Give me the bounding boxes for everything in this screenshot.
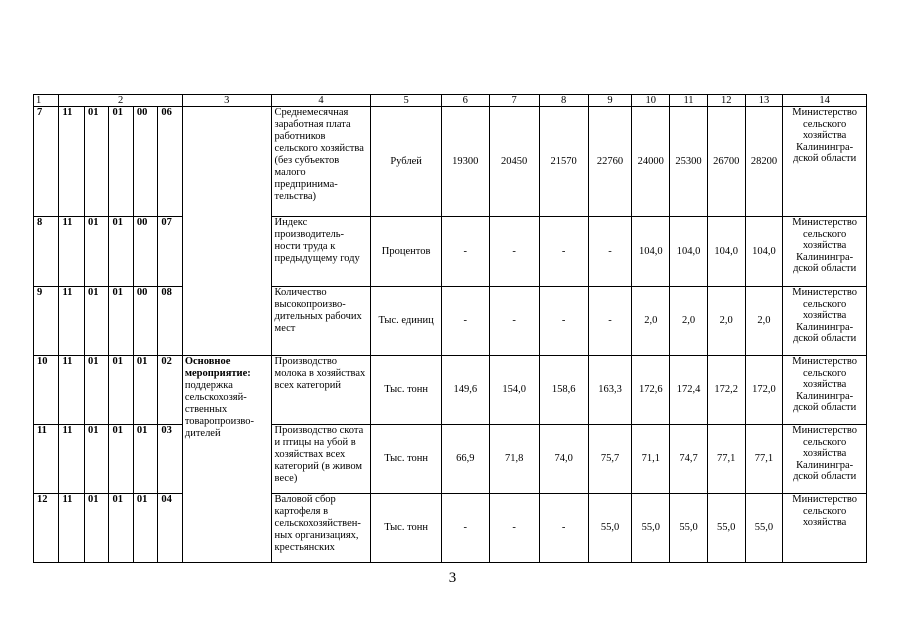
code-cell: 8 xyxy=(34,217,59,287)
value-cell: 75,7 xyxy=(588,425,632,494)
responsible-cell: Министерство сельского хозяйства Калинингра-дской области xyxy=(783,287,867,356)
header-cell: 7 xyxy=(489,95,539,107)
header-cell: 8 xyxy=(539,95,588,107)
code-cell: 11 xyxy=(59,356,84,425)
value-cell: 2,0 xyxy=(745,287,783,356)
code-cell: 01 xyxy=(133,494,157,563)
header-cell: 11 xyxy=(670,95,708,107)
code-cell: 01 xyxy=(84,425,108,494)
empty-event-cell xyxy=(182,107,271,356)
code-cell: 12 xyxy=(34,494,59,563)
code-cell: 06 xyxy=(158,107,182,217)
value-cell: - xyxy=(441,287,489,356)
header-cell: 6 xyxy=(441,95,489,107)
value-cell: 104,0 xyxy=(670,217,708,287)
value-cell: - xyxy=(441,217,489,287)
code-cell: 01 xyxy=(84,287,108,356)
code-cell: 01 xyxy=(109,494,133,563)
value-cell: - xyxy=(539,287,588,356)
code-cell: 07 xyxy=(158,217,182,287)
value-cell: - xyxy=(588,217,632,287)
indicator-name: Производство молока в хозяйствах всех категорий xyxy=(271,356,371,425)
table-row xyxy=(34,217,867,287)
value-cell: 104,0 xyxy=(745,217,783,287)
value-cell: 172,2 xyxy=(707,356,745,425)
header-cell: 10 xyxy=(632,95,670,107)
value-cell: 77,1 xyxy=(745,425,783,494)
code-cell: 11 xyxy=(34,425,59,494)
code-cell: 03 xyxy=(158,425,182,494)
unit-cell: Тыс. тонн xyxy=(371,356,441,425)
value-cell: 74,7 xyxy=(670,425,708,494)
indicator-name: Валовой сбор картофеля в сельскохозяйствен-ных организациях, крестьянских xyxy=(271,494,371,563)
value-cell: - xyxy=(489,287,539,356)
header-row xyxy=(34,95,867,107)
table-row xyxy=(34,287,867,356)
value-cell: 2,0 xyxy=(707,287,745,356)
value-cell: 21570 xyxy=(539,107,588,217)
header-cell: 9 xyxy=(588,95,632,107)
value-cell: 104,0 xyxy=(707,217,745,287)
value-cell: 55,0 xyxy=(707,494,745,563)
code-cell: 01 xyxy=(133,356,157,425)
indicators-table xyxy=(33,94,867,563)
responsible-cell: Министерство сельского хозяйства xyxy=(783,494,867,563)
value-cell: 149,6 xyxy=(441,356,489,425)
code-cell: 01 xyxy=(84,217,108,287)
value-cell: 19300 xyxy=(441,107,489,217)
header-cell: 5 xyxy=(371,95,441,107)
value-cell: 71,8 xyxy=(489,425,539,494)
table-row xyxy=(34,494,867,563)
code-cell: 01 xyxy=(133,425,157,494)
code-cell: 01 xyxy=(84,494,108,563)
value-cell: 154,0 xyxy=(489,356,539,425)
code-cell: 00 xyxy=(133,107,157,217)
code-cell: 11 xyxy=(59,425,84,494)
value-cell: - xyxy=(489,217,539,287)
value-cell: 2,0 xyxy=(670,287,708,356)
value-cell: - xyxy=(539,217,588,287)
value-cell: 55,0 xyxy=(588,494,632,563)
header-cell: 14 xyxy=(783,95,867,107)
event-description: поддержка сельскохозяй-ственных товаропроизво-дителей xyxy=(184,380,255,439)
value-cell: - xyxy=(539,494,588,563)
code-cell: 01 xyxy=(109,356,133,425)
code-cell: 11 xyxy=(59,107,84,217)
value-cell: 55,0 xyxy=(632,494,670,563)
value-cell: 22760 xyxy=(588,107,632,217)
value-cell: 104,0 xyxy=(632,217,670,287)
code-cell: 11 xyxy=(59,494,84,563)
value-cell: - xyxy=(588,287,632,356)
table-row xyxy=(34,425,867,494)
value-cell: 26700 xyxy=(707,107,745,217)
indicator-name: Производство скота и птицы на убой в хозяйствах всех категорий (в живом весе) xyxy=(271,425,371,494)
code-cell: 04 xyxy=(158,494,182,563)
value-cell: 77,1 xyxy=(707,425,745,494)
code-cell: 10 xyxy=(34,356,59,425)
value-cell: 172,0 xyxy=(745,356,783,425)
unit-cell: Тыс. единиц xyxy=(371,287,441,356)
value-cell: 172,6 xyxy=(632,356,670,425)
header-cell: 13 xyxy=(745,95,783,107)
header-cell: 12 xyxy=(707,95,745,107)
value-cell: 55,0 xyxy=(670,494,708,563)
header-cell: 4 xyxy=(271,95,371,107)
code-cell: 01 xyxy=(84,107,108,217)
code-cell: 08 xyxy=(158,287,182,356)
code-cell: 02 xyxy=(158,356,182,425)
code-cell: 11 xyxy=(59,287,84,356)
code-cell: 00 xyxy=(133,217,157,287)
value-cell: 172,4 xyxy=(670,356,708,425)
code-cell: 7 xyxy=(34,107,59,217)
value-cell: 28200 xyxy=(745,107,783,217)
indicator-name: Индекс производитель-ности труда к предыдущему году xyxy=(271,217,371,287)
code-cell: 9 xyxy=(34,287,59,356)
value-cell: 158,6 xyxy=(539,356,588,425)
responsible-cell: Министерство сельского хозяйства Калинингра-дской области xyxy=(783,425,867,494)
indicator-name: Количество высокопроизво-дительных рабочих мест xyxy=(271,287,371,356)
table-row xyxy=(34,356,867,425)
value-cell: - xyxy=(441,494,489,563)
event-cell xyxy=(182,356,271,563)
code-cell: 01 xyxy=(109,217,133,287)
unit-cell: Тыс. тонн xyxy=(371,494,441,563)
code-cell: 00 xyxy=(133,287,157,356)
value-cell: 20450 xyxy=(489,107,539,217)
unit-cell: Рублей xyxy=(371,107,441,217)
responsible-cell: Министерство сельского хозяйства Калинингра-дской области xyxy=(783,356,867,425)
header-cell: 1 xyxy=(34,95,59,107)
code-cell: 11 xyxy=(59,217,84,287)
table-row xyxy=(34,107,867,217)
value-cell: 74,0 xyxy=(539,425,588,494)
value-cell: 66,9 xyxy=(441,425,489,494)
value-cell: 163,3 xyxy=(588,356,632,425)
page-number: 3 xyxy=(448,570,457,586)
unit-cell: Тыс. тонн xyxy=(371,425,441,494)
responsible-cell: Министерство сельского хозяйства Калинингра-дской области xyxy=(783,107,867,217)
header-cell: 3 xyxy=(182,95,271,107)
code-cell: 01 xyxy=(109,107,133,217)
value-cell: - xyxy=(489,494,539,563)
value-cell: 2,0 xyxy=(632,287,670,356)
event-title: Основное мероприятие: xyxy=(184,356,251,379)
unit-cell: Процентов xyxy=(371,217,441,287)
value-cell: 24000 xyxy=(632,107,670,217)
responsible-cell: Министерство сельского хозяйства Калинингра-дской области xyxy=(783,217,867,287)
header-cell: 2 xyxy=(59,95,182,107)
value-cell: 71,1 xyxy=(632,425,670,494)
value-cell: 25300 xyxy=(670,107,708,217)
code-cell: 01 xyxy=(109,287,133,356)
code-cell: 01 xyxy=(109,425,133,494)
code-cell: 01 xyxy=(84,356,108,425)
indicator-name: Среднемесячная заработная плата работников сельского хозяйства (без субъектов малого предпринима-тельства) xyxy=(271,107,371,217)
value-cell: 55,0 xyxy=(745,494,783,563)
